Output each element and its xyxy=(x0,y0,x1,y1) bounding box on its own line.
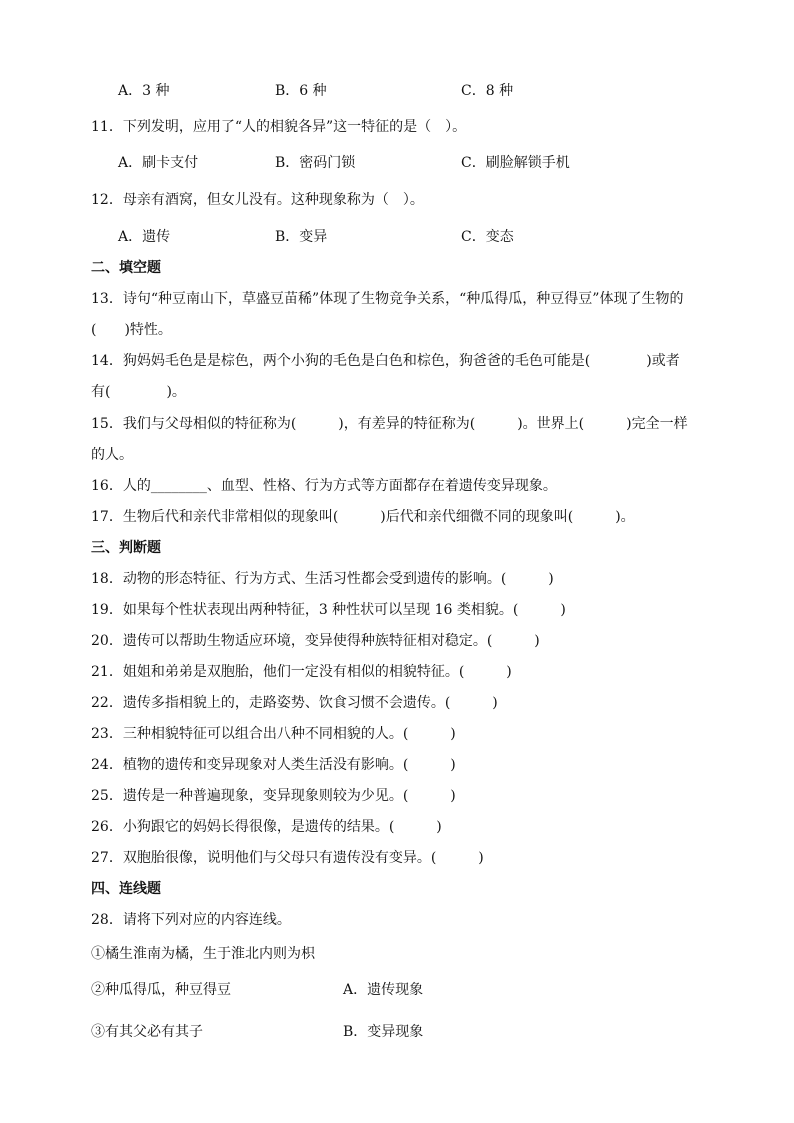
judge-item: 23．三种相貌特征可以组合出八种不同相貌的人。( ) xyxy=(91,726,456,742)
q14-line2: 有( )。 xyxy=(91,384,186,400)
judge-item: 21．姐姐和弟弟是双胞胎，他们一定没有相似的相貌特征。( ) xyxy=(91,664,512,680)
q28-text: 28．请将下列对应的内容连线。 xyxy=(91,912,291,928)
q10-option-a[interactable]: A．3 种 xyxy=(118,83,170,99)
q11-option-a[interactable]: A．刷卡支付 xyxy=(118,155,199,171)
q15-line1: 15．我们与父母相似的特征称为( )，有差异的特征称为( )。世界上( )完全一样 xyxy=(91,416,688,432)
match-left-item-3[interactable]: ③有其父必有其子 xyxy=(91,1024,203,1040)
q13-line1: 13．诗句“种豆南山下，草盛豆苗稀”体现了生物竞争关系，“种瓜得瓜，种豆得豆”体现了生物的 xyxy=(91,291,684,307)
q12-option-c[interactable]: C．变态 xyxy=(461,229,514,245)
section-fill-blank-heading: 二、填空题 xyxy=(91,260,161,276)
judge-item: 25．遗传是一种普遍现象，变异现象则较为少见。( ) xyxy=(91,788,456,804)
q15-line2: 的人。 xyxy=(91,447,133,463)
q10-option-c[interactable]: C．8 种 xyxy=(461,83,514,99)
judge-item: 22．遗传多指相貌上的，走路姿势、饮食习惯不会遗传。( ) xyxy=(91,695,498,711)
match-left-item-2[interactable]: ②种瓜得瓜，种豆得豆 xyxy=(91,982,231,998)
section-matching-heading: 四、连线题 xyxy=(91,881,161,897)
q12-text: 12．母亲有酒窝，但女儿没有。这种现象称为（ ）。 xyxy=(91,192,424,208)
q16-text: 16．人的________、血型、性格、行为方式等方面都存在着遗传变异现象。 xyxy=(91,478,557,494)
judge-item: 19．如果每个性状表现出两种特征，3 种性状可以呈现 16 类相貌。( ) xyxy=(91,602,566,618)
section-judge-heading: 三、判断题 xyxy=(91,540,161,556)
q12-option-a[interactable]: A．遗传 xyxy=(118,229,171,245)
q11-option-b[interactable]: B．密码门锁 xyxy=(275,155,356,171)
judge-item: 18．动物的形态特征、行为方式、生活习性都会受到遗传的影响。( ) xyxy=(91,571,554,587)
judge-item: 26．小狗跟它的妈妈长得很像，是遗传的结果。( ) xyxy=(91,819,442,835)
judge-item: 20．遗传可以帮助生物适应环境，变异使得种族特征相对稳定。( ) xyxy=(91,633,540,649)
match-right-item-a[interactable]: A．遗传现象 xyxy=(343,982,424,998)
q14-line1: 14．狗妈妈毛色是是棕色，两个小狗的毛色是白色和棕色，狗爸爸的毛色可能是( )或者 xyxy=(91,353,680,369)
judge-item: 27．双胞胎很像，说明他们与父母只有遗传没有变异。( ) xyxy=(91,850,484,866)
q11-text: 11．下列发明，应用了“人的相貌各异”这一特征的是（ ）。 xyxy=(91,119,467,135)
match-left-item-1[interactable]: ①橘生淮南为橘，生于淮北内则为枳 xyxy=(91,946,315,962)
match-right-item-b[interactable]: B．变异现象 xyxy=(343,1024,424,1040)
judge-item: 24．植物的遗传和变异现象对人类生活没有影响。( ) xyxy=(91,757,456,773)
q17-text: 17．生物后代和亲代非常相似的现象叫( )后代和亲代细微不同的现象叫( )。 xyxy=(91,509,635,525)
q10-option-b[interactable]: B．6 种 xyxy=(275,83,327,99)
q12-option-b[interactable]: B．变异 xyxy=(275,229,328,245)
q13-line2: ( )特性。 xyxy=(91,322,172,338)
q11-option-c[interactable]: C．刷脸解锁手机 xyxy=(461,155,570,171)
